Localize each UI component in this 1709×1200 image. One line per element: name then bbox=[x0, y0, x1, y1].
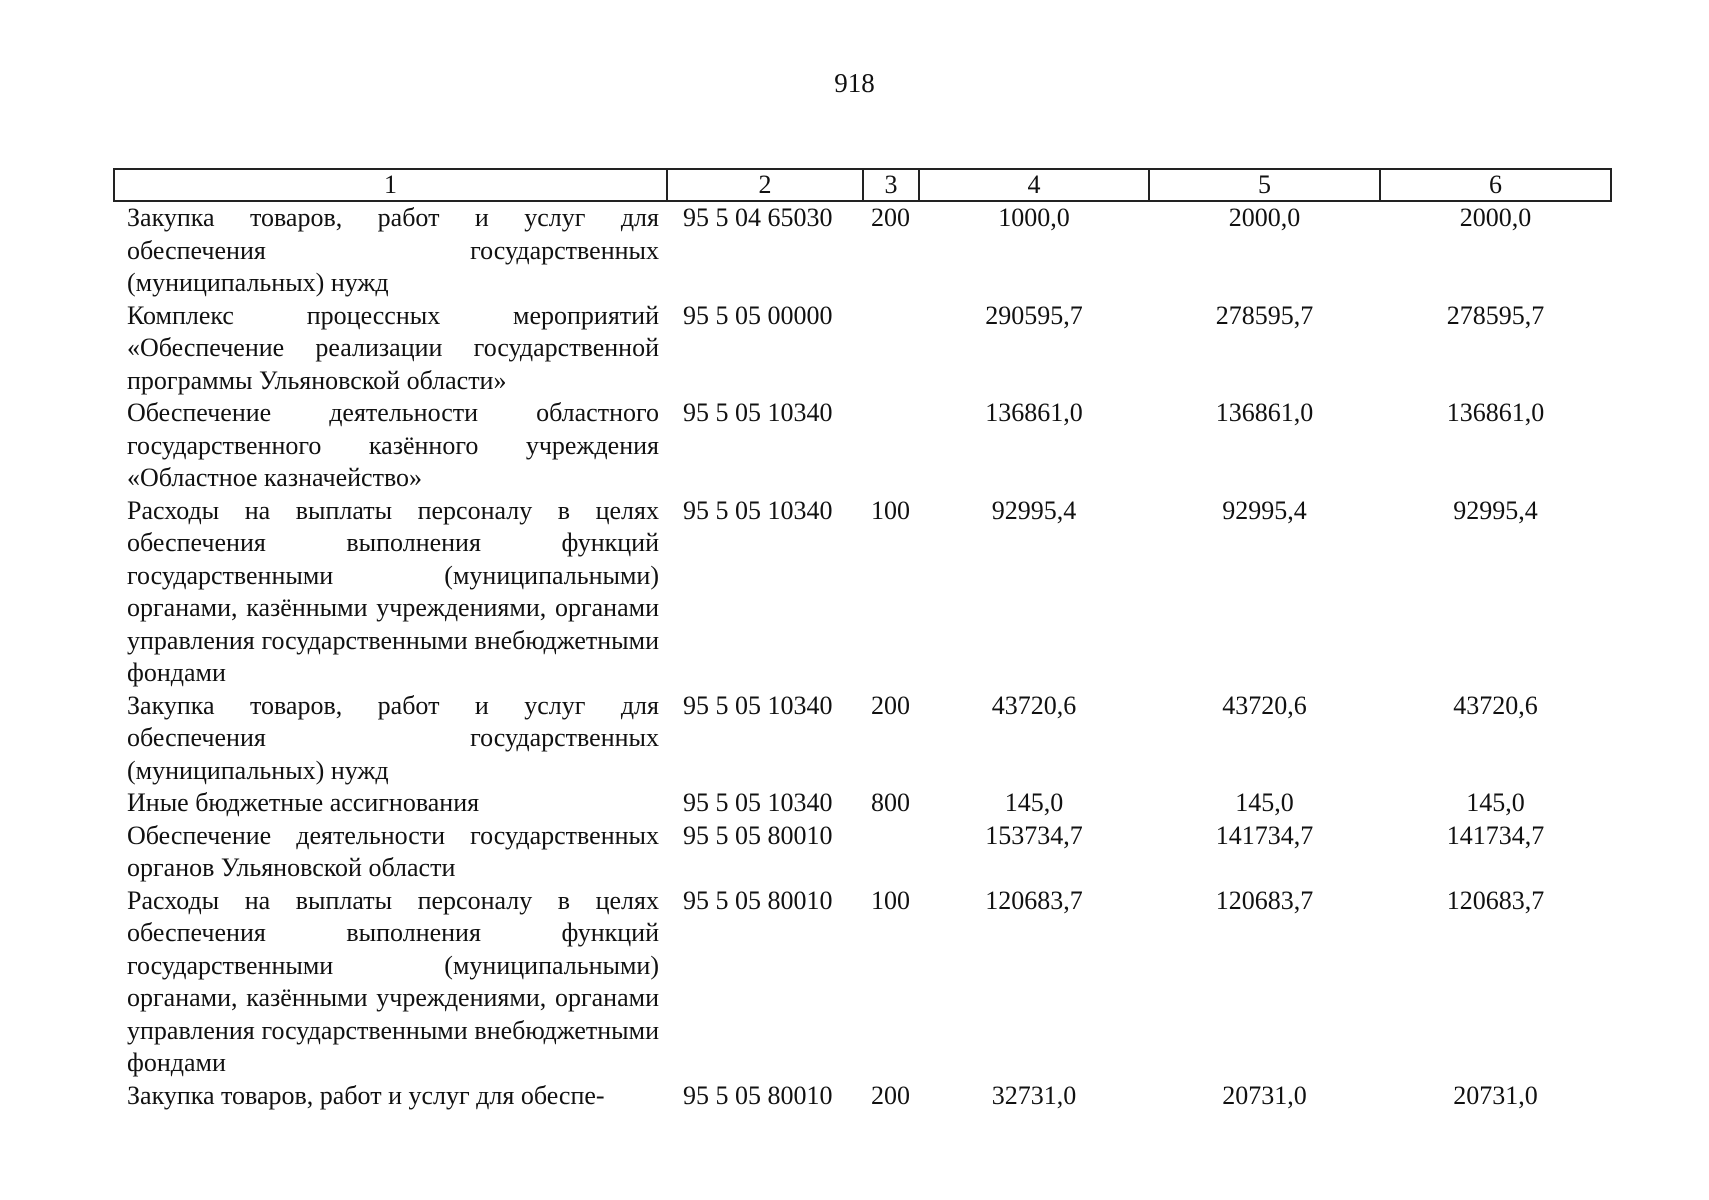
column-header-2: 2 bbox=[667, 169, 863, 201]
row-target-code: 95 5 04 65030 bbox=[683, 203, 833, 232]
row-value-col6: 2000,0 bbox=[1459, 203, 1532, 232]
row-value-col6: 145,0 bbox=[1466, 788, 1525, 817]
row-value-col4: 153734,7 bbox=[985, 820, 1083, 850]
table-row bbox=[114, 300, 1611, 398]
row-value-col5: 20731,0 bbox=[1222, 1080, 1307, 1110]
row-name: Иные бюджетные ассигнования bbox=[127, 788, 480, 817]
row-value-col4: 43720,6 bbox=[991, 690, 1077, 720]
row-value-col5: 278595,7 bbox=[1215, 300, 1314, 330]
row-expense-type bbox=[863, 820, 919, 885]
row-value-col5: 145,0 bbox=[1235, 788, 1294, 817]
column-header-1: 1 bbox=[114, 169, 667, 201]
row-target-code: 95 5 05 80010 bbox=[683, 820, 833, 850]
table-header bbox=[114, 169, 1611, 201]
row-value-col4: 290595,7 bbox=[985, 300, 1083, 330]
header-row bbox=[114, 169, 1611, 201]
column-header-4: 4 bbox=[919, 169, 1149, 201]
row-value-col5: 136861,0 bbox=[1215, 398, 1314, 427]
row-value-col4: 120683,7 bbox=[985, 885, 1083, 915]
row-value-col4: 136861,0 bbox=[985, 398, 1083, 427]
row-target-code: 95 5 05 00000 bbox=[683, 300, 833, 330]
column-header-5: 5 bbox=[1149, 169, 1380, 201]
row-value-col6: 120683,7 bbox=[1446, 885, 1545, 915]
row-expense-type: 100 bbox=[871, 885, 910, 915]
table-row bbox=[114, 495, 1611, 690]
column-header-3: 3 bbox=[863, 169, 919, 201]
row-target-code: 95 5 05 80010 bbox=[683, 1080, 833, 1110]
row-expense-type: 200 bbox=[871, 1080, 910, 1110]
row-target-code: 95 5 05 80010 bbox=[683, 885, 833, 915]
row-target-code: 95 5 05 10340 bbox=[683, 690, 833, 720]
table-row bbox=[114, 397, 1611, 495]
row-value-col6: 43720,6 bbox=[1453, 690, 1538, 720]
row-name: Расходы на выплаты персоналу в целях обеспечения выполнения функций государственными (муниципальными) органами, казёнными учреждениями, органами управления государственными внебюджетными фондами bbox=[127, 495, 659, 687]
row-expense-type: 200 bbox=[871, 203, 910, 232]
row-name: Закупка товаров, работ и услуг для обеспечения государственных (муниципальных) нужд bbox=[127, 690, 659, 785]
row-value-col6: 141734,7 bbox=[1446, 820, 1545, 850]
page-number: 918 bbox=[834, 68, 875, 98]
row-value-col5: 141734,7 bbox=[1215, 820, 1314, 850]
row-value-col6: 278595,7 bbox=[1446, 300, 1545, 330]
table-row bbox=[114, 201, 1611, 300]
row-target-code: 95 5 05 10340 bbox=[683, 398, 833, 427]
row-expense-type: 200 bbox=[871, 690, 910, 720]
table-row bbox=[114, 1080, 1611, 1113]
row-value-col4: 32731,0 bbox=[991, 1080, 1077, 1110]
row-name: Закупка товаров, работ и услуг для обеспе- bbox=[127, 1080, 605, 1110]
row-name: Обеспечение деятельности областного государственного казённого учреждения «Областное казначейство» bbox=[127, 398, 659, 492]
row-target-code: 95 5 05 10340 bbox=[683, 788, 833, 817]
row-value-col5: 92995,4 bbox=[1222, 495, 1307, 525]
budget-table bbox=[113, 168, 1612, 1112]
table-row bbox=[114, 690, 1611, 788]
row-value-col6: 136861,0 bbox=[1446, 398, 1545, 427]
row-name: Закупка товаров, работ и услуг для обеспечения государственных (муниципальных) нужд bbox=[127, 203, 659, 297]
row-value-col4: 1000,0 bbox=[998, 203, 1070, 232]
row-expense-type bbox=[863, 397, 919, 495]
row-value-col6: 20731,0 bbox=[1453, 1080, 1538, 1110]
row-expense-type bbox=[863, 300, 919, 398]
row-expense-type: 100 bbox=[871, 495, 910, 525]
row-value-col4: 92995,4 bbox=[991, 495, 1077, 525]
table-row bbox=[114, 885, 1611, 1080]
row-name: Обеспечение деятельности государственных органов Ульяновской области bbox=[127, 820, 659, 882]
row-value-col6: 92995,4 bbox=[1453, 495, 1538, 525]
table-body bbox=[114, 201, 1611, 1112]
row-value-col4: 145,0 bbox=[1004, 788, 1064, 817]
table-row bbox=[114, 787, 1611, 820]
row-name: Расходы на выплаты персоналу в целях обеспечения выполнения функций государственными (муниципальными) органами, казёнными учреждениями, органами управления государственными внебюджетными фондами bbox=[127, 885, 659, 1077]
table-row bbox=[114, 820, 1611, 885]
row-target-code: 95 5 05 10340 bbox=[683, 495, 833, 525]
row-expense-type: 800 bbox=[871, 788, 910, 817]
row-value-col5: 43720,6 bbox=[1222, 690, 1307, 720]
column-header-6: 6 bbox=[1380, 169, 1611, 201]
row-value-col5: 2000,0 bbox=[1228, 203, 1301, 232]
row-value-col5: 120683,7 bbox=[1215, 885, 1314, 915]
row-name: Комплекс процессных мероприятий «Обеспечение реализации государственной программы Ульяновской области» bbox=[127, 300, 659, 395]
